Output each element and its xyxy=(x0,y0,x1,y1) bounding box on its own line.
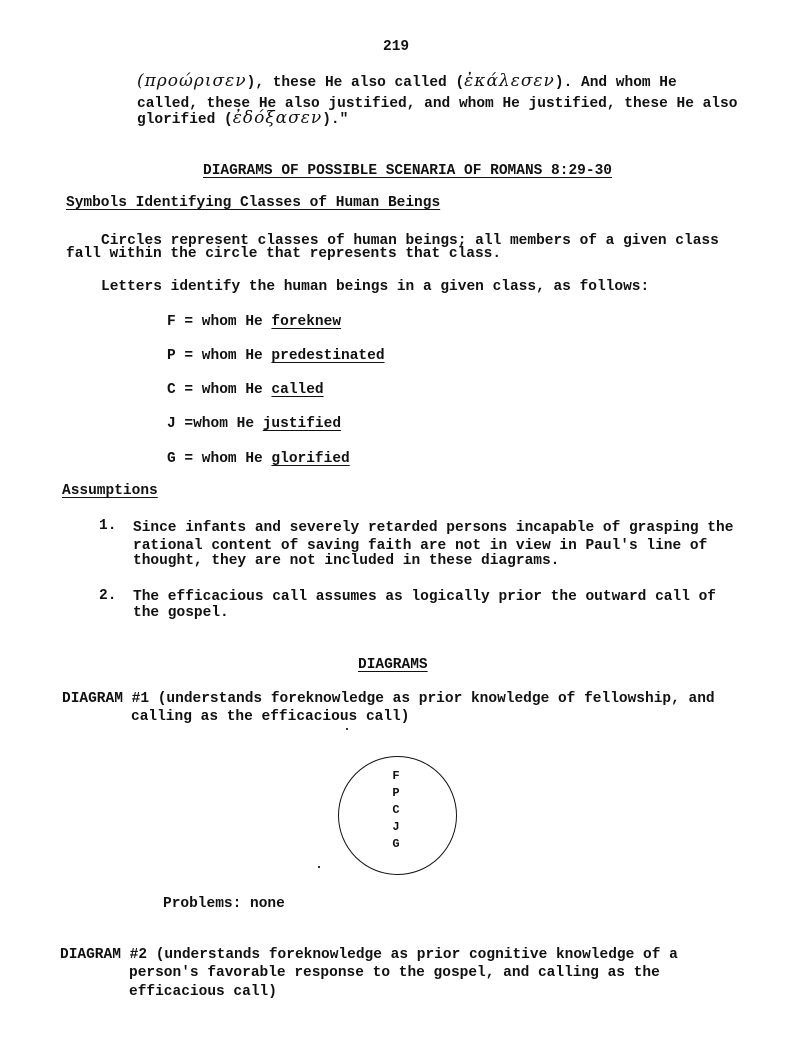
letter-c: C xyxy=(392,803,400,817)
assumption-1-line-3: thought, they are not included in these diagrams. xyxy=(133,553,560,569)
diagram-1-line-2: calling as the efficacious call) xyxy=(131,709,410,725)
symbols-paragraph-line-1: Circles represent classes of human beings; all members of a given class xyxy=(101,233,719,249)
assumptions-heading: Assumptions xyxy=(62,483,158,499)
diagram-1-problems: Problems: none xyxy=(163,896,285,912)
letter-f: F xyxy=(392,769,400,783)
section-title: DIAGRAMS OF POSSIBLE SCENARIA OF ROMANS 8:29-30 xyxy=(203,163,612,179)
definition-g: G = whom He glorified xyxy=(167,451,350,467)
scan-speck xyxy=(318,866,320,868)
quote-line-1 xyxy=(137,72,677,92)
letter-g: G xyxy=(392,837,400,851)
assumption-1-line-1: Since infants and severely retarded persons incapable of grasping the xyxy=(133,520,734,536)
assumption-number-2: 2. xyxy=(99,588,117,604)
greek-word-ekalesen: ἐκάλεσεν xyxy=(464,71,555,91)
letters-paragraph: Letters identify the human beings in a given class, as follows: xyxy=(101,279,650,295)
definition-j: J =whom He justified xyxy=(167,416,342,432)
circle-letters xyxy=(385,768,407,853)
diagram-2-line-1: DIAGRAM #2 (understands foreknowledge as prior cognitive knowledge of a xyxy=(60,947,678,963)
scan-speck xyxy=(346,728,348,730)
quote-text: ). And whom He xyxy=(554,75,677,91)
diagram-1-line-1: DIAGRAM #1 (understands foreknowledge as prior knowledge of fellowship, and xyxy=(62,691,715,707)
quote-text: )." xyxy=(322,112,349,128)
quote-text: glorified ( xyxy=(137,112,233,128)
greek-word-edoxasen: ἐδόξασεν xyxy=(232,108,323,128)
diagram-2-line-3: efficacious call) xyxy=(129,984,277,1000)
quote-line-2: called, these He also justified, and whom He justified, these He also xyxy=(137,96,738,112)
definition-p: P = whom He predestinated xyxy=(167,348,385,364)
assumption-1-line-2: rational content of saving faith are not in view in Paul's line of xyxy=(133,538,708,554)
definition-c: C = whom He called xyxy=(167,382,324,398)
diagram-2-line-2: person's favorable response to the gospel, and calling as the xyxy=(129,965,660,981)
letter-j: J xyxy=(392,820,400,834)
letter-p: P xyxy=(392,786,400,800)
assumption-number-1: 1. xyxy=(99,518,117,534)
symbols-heading: Symbols Identifying Classes of Human Beings xyxy=(66,195,441,211)
assumption-2-line-2: the gospel. xyxy=(133,605,229,621)
page-number: 219 xyxy=(383,39,410,55)
diagrams-heading: DIAGRAMS xyxy=(358,657,428,673)
definition-f: F = whom He foreknew xyxy=(167,314,342,330)
greek-word-proorisen: (προώρισεν xyxy=(137,71,247,91)
symbols-paragraph-line-2: fall within the circle that represents that class. xyxy=(66,246,502,262)
quote-line-3 xyxy=(137,109,348,129)
assumption-2-line-1: The efficacious call assumes as logically prior the outward call of xyxy=(133,589,716,605)
quote-text: ), these He also called ( xyxy=(246,75,465,91)
